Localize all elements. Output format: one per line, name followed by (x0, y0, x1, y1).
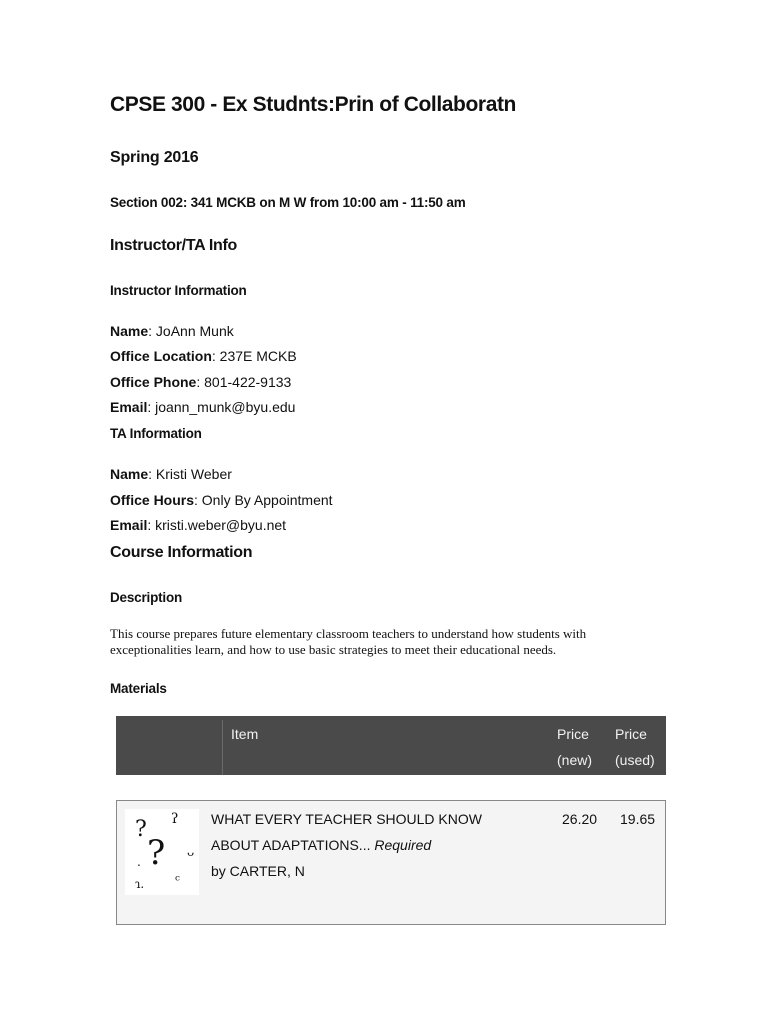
ta-office-hours-label: Office Hours (110, 492, 195, 508)
instructor-ta-heading: Instructor/TA Info (110, 237, 238, 254)
ta-info-heading: TA Information (110, 426, 202, 441)
materials-table-header (116, 716, 666, 775)
instructor-name-label: Name (110, 323, 149, 339)
instructor-email-value: : joann_munk@byu.edu (147, 399, 296, 415)
header-item: Item (231, 726, 259, 742)
ta-email-value: : kristi.weber@byu.net (147, 517, 287, 533)
instructor-office-phone (110, 374, 291, 390)
office-location-label: Office Location (110, 348, 212, 364)
ta-office-hours-value: : Only By Appointment (194, 492, 333, 508)
ta-office-hours (110, 492, 333, 508)
material-title-line1: WHAT EVERY TEACHER SHOULD KNOW (211, 811, 482, 827)
header-price-used-line2: (used) (615, 752, 655, 768)
materials-table-row (116, 800, 666, 925)
ta-email (110, 517, 286, 533)
ta-name (110, 466, 232, 482)
office-phone-value: : 801-422-9133 (196, 374, 292, 390)
header-price-new-line2: (new) (557, 752, 593, 768)
instructor-info-heading: Instructor Information (110, 283, 247, 298)
header-column-divider (222, 720, 223, 775)
description-heading: Description (110, 590, 183, 605)
header-price-new-line1: Price (557, 726, 589, 742)
material-price-new: 26.20 (562, 811, 598, 827)
question-marks-placeholder-icon: ? ʔ ? . ᴗ ɿ. ᶜ (125, 809, 199, 895)
instructor-office-location (110, 348, 297, 364)
material-author: by CARTER, N (211, 863, 305, 879)
materials-heading: Materials (110, 681, 167, 696)
material-requirement: Required (374, 837, 432, 853)
course-title: CPSE 300 - Ex Studnts:Prin of Collaboratn (110, 93, 516, 116)
course-term: Spring 2016 (110, 149, 199, 166)
office-location-value: : 237E MCKB (211, 348, 297, 364)
course-description: This course prepares future elementary classroom teachers to understand how students with exceptionalities learn, and how to use basic strategies to meet their educational needs. (110, 626, 587, 657)
office-phone-label: Office Phone (110, 374, 197, 390)
ta-name-value: : Kristi Weber (148, 466, 232, 482)
header-price-used-line1: Price (615, 726, 647, 742)
instructor-email (110, 399, 295, 415)
course-info-heading: Course Information (110, 544, 253, 561)
instructor-name (110, 323, 234, 339)
material-title-line2-text: ABOUT ADAPTATIONS... (211, 837, 371, 853)
material-price-used: 19.65 (620, 811, 656, 827)
course-section: Section 002: 341 MCKB on M W from 10:00 am - 11:50 am (110, 195, 466, 210)
instructor-email-label: Email (110, 399, 148, 415)
ta-name-label: Name (110, 466, 149, 482)
instructor-name-value: : JoAnn Munk (148, 323, 234, 339)
material-title-line2 (211, 837, 431, 853)
ta-email-label: Email (110, 517, 148, 533)
